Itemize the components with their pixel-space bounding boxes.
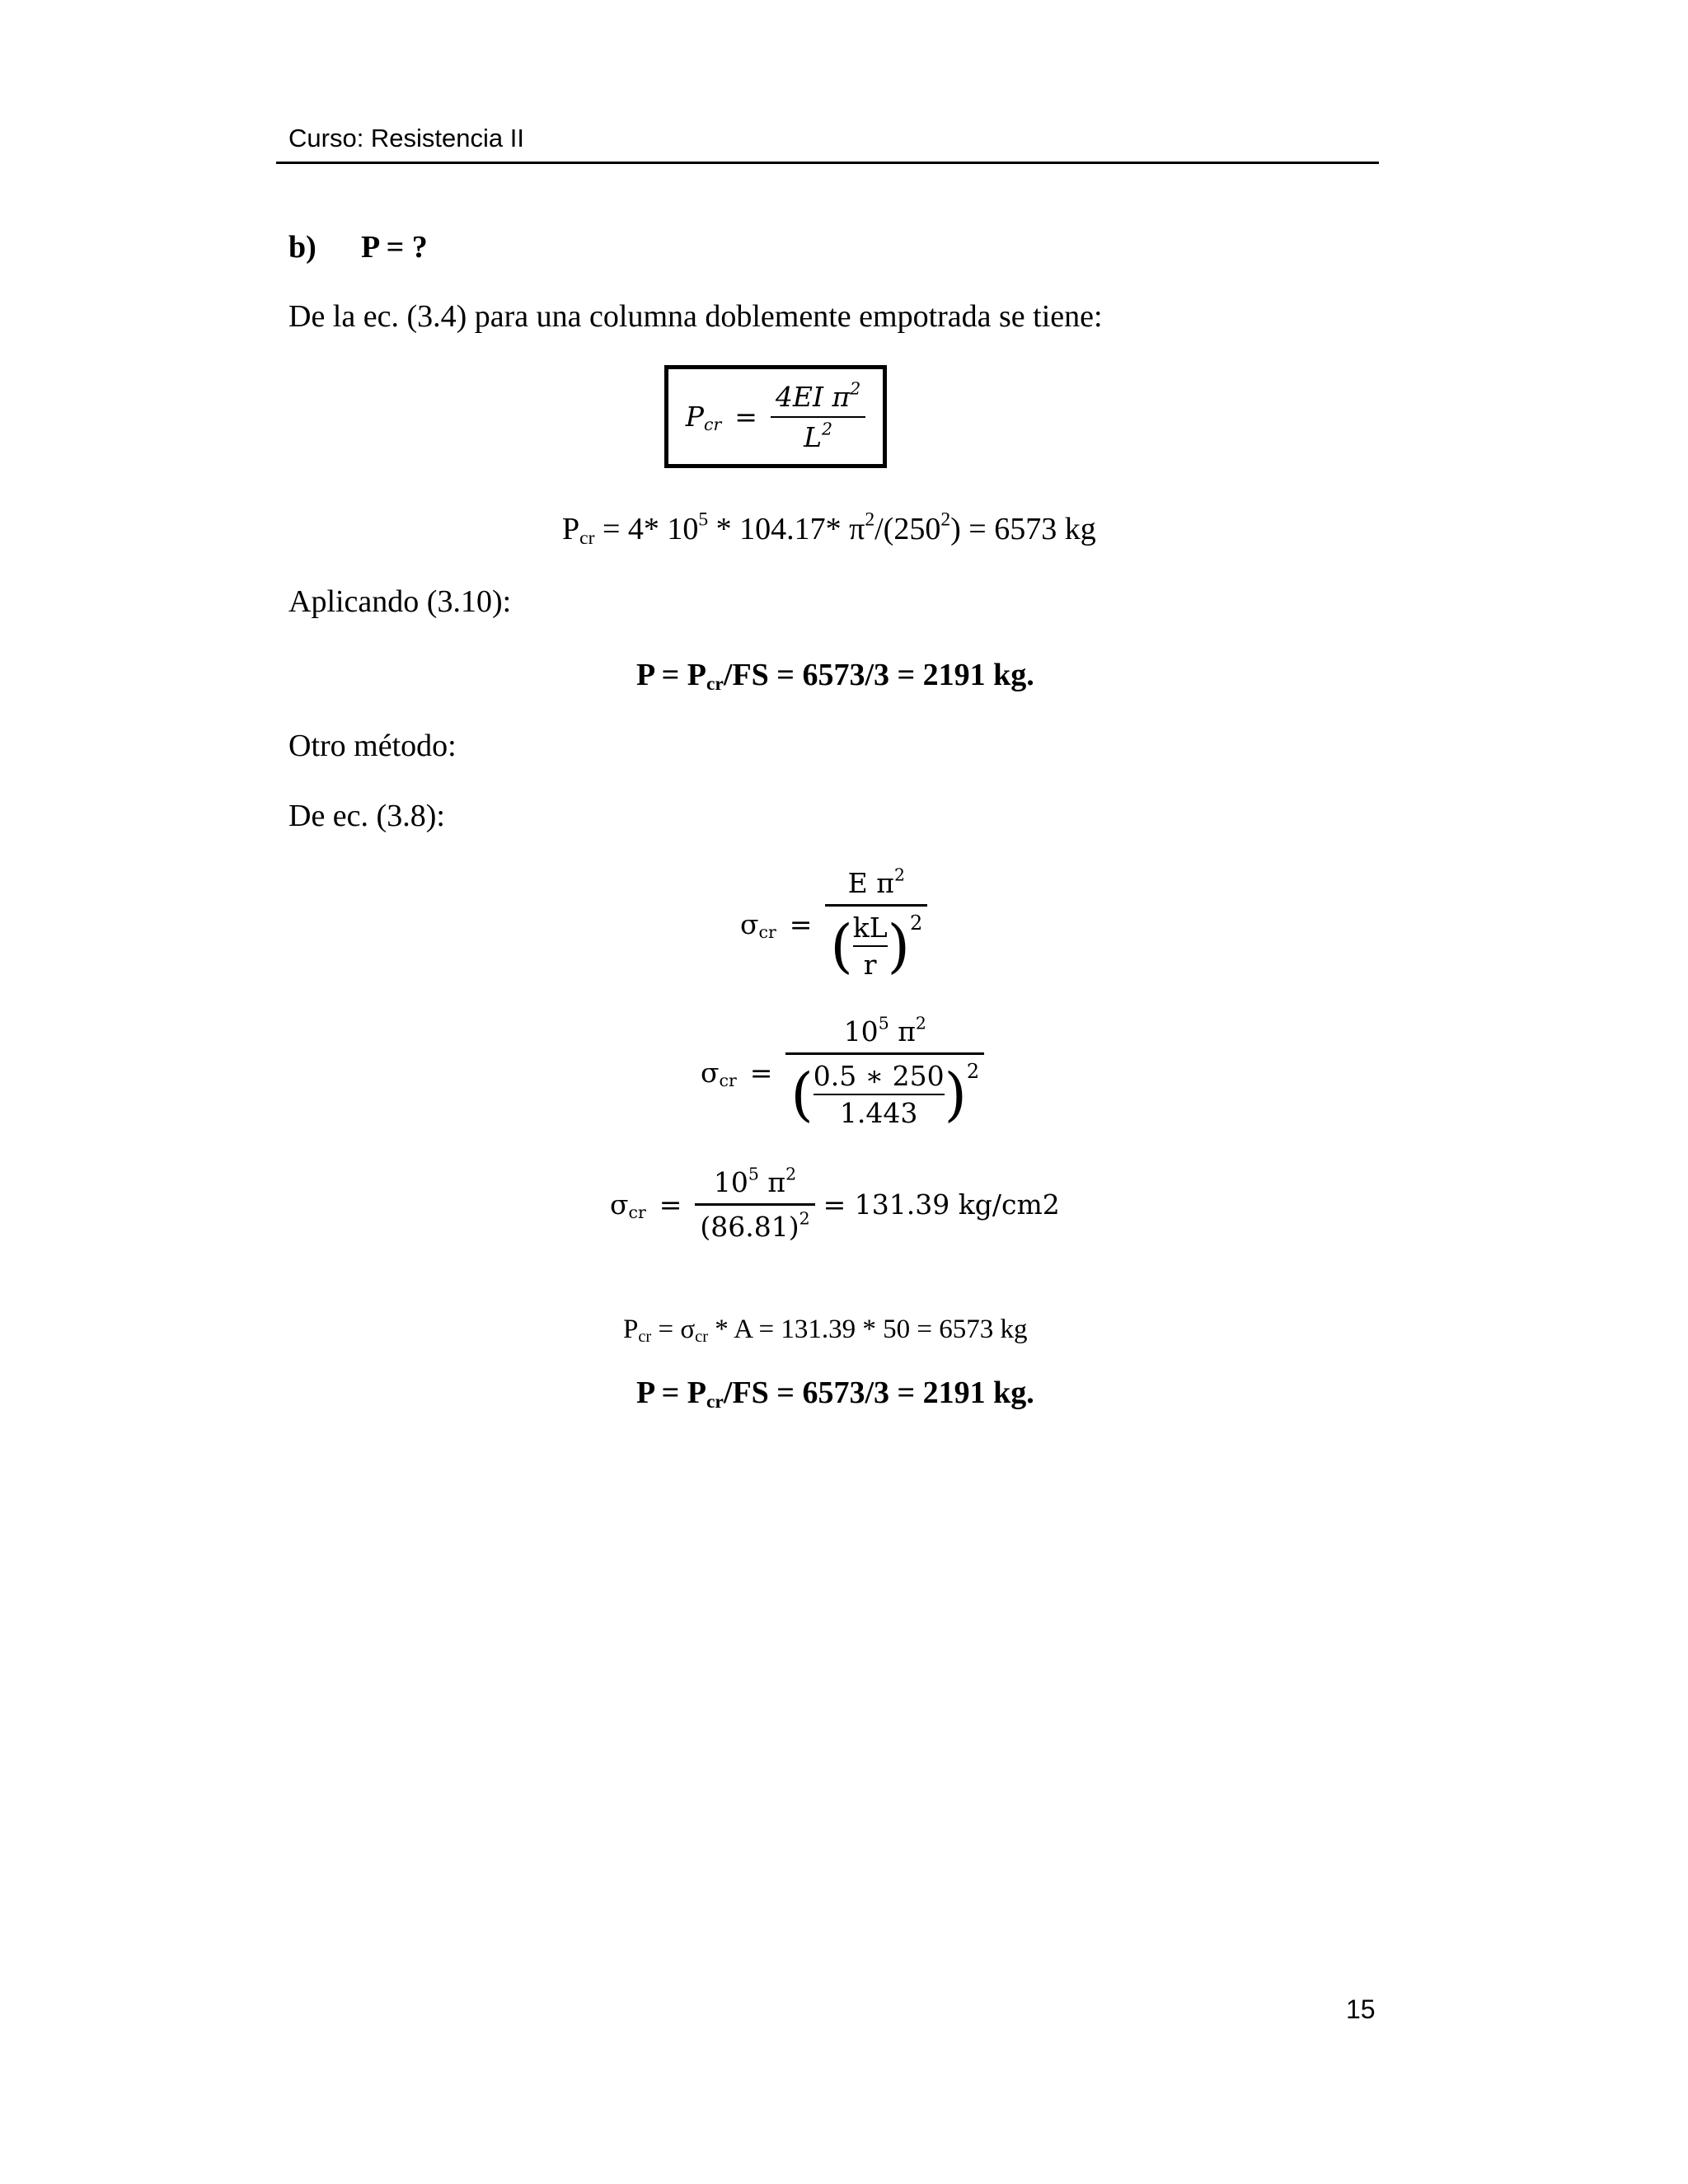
result-line-2: $P = P_{cr}/FS = 6573/3 = 2191$ kg. <box>636 1376 1034 1413</box>
section-question: P = ? <box>361 230 428 265</box>
sigma-equation-3 <box>610 1166 1060 1243</box>
calc-pcr-line: $P_{cr} = 4*$ $10^5 * 104.17*$ $\pi^2/(250^2) = 6573$ kg <box>562 509 1096 549</box>
aplicando-text: Aplicando (3.10): <box>288 584 512 619</box>
sigma3-lhs: $\sigma_{cr}$ <box>610 1188 646 1223</box>
formula-fraction: $\frac{4EI \pi^2}{L^2}$ <box>771 381 865 453</box>
sigma2-lhs: $\sigma_{cr}$ <box>701 1056 737 1090</box>
sigma1-fraction: E $\pi^2$ ( $\frac{kL}{r}$ ) 2 <box>825 867 927 981</box>
sigma-equation-1 <box>740 867 927 981</box>
sigma3-equals: = <box>659 1188 682 1221</box>
sigma2-fraction: $10^5$ $\pi^2$ ( $\frac{0.5 ∗ 250}{1.443}$ ) 2 <box>785 1015 984 1129</box>
formula-equals: = <box>734 401 757 433</box>
formula-lhs: $P_{cr}$ <box>685 401 722 435</box>
sigma2-equals: = <box>749 1056 773 1089</box>
de-ec-text: De ec. (3.8): <box>288 799 445 833</box>
boxed-formula <box>664 365 887 468</box>
sigma1-lhs: $\sigma_{cr}$ <box>740 907 776 942</box>
sigma3-fraction: $\frac{10^5 \pi^2}{(86.81)^2}$ <box>695 1166 814 1243</box>
intro-text: De la ec. (3.4) para una columna doblemente empotrada se tiene: <box>288 299 1103 334</box>
sigma3-result: = 131.39 kg/cm2 <box>823 1188 1060 1221</box>
otro-metodo-text: Otro método: <box>288 729 457 763</box>
section-label: b) <box>288 230 316 265</box>
sigma-equation-2 <box>701 1015 984 1129</box>
page-number: 15 <box>1346 1994 1376 2024</box>
calc-pcr-sigma-line: $P_{cr} = \sigma_{cr} * A = 131.39 * 50 = 6573$ kg <box>623 1315 1028 1347</box>
result-line-1: $P = P_{cr}/FS = 6573/3 = 2191$ kg. <box>636 658 1034 695</box>
sigma1-equals: = <box>789 907 813 940</box>
page-header-title: Curso: Resistencia II <box>288 124 524 152</box>
header-rule <box>276 162 1379 164</box>
